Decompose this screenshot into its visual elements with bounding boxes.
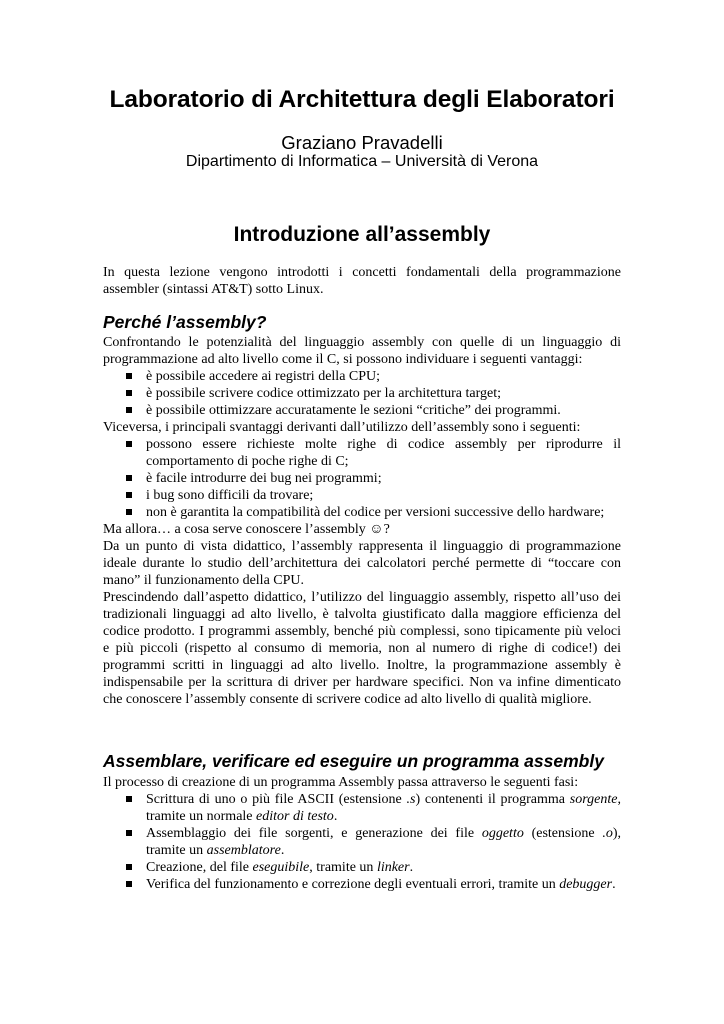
paragraph: Il processo di creazione di un programma Assembly passa attraverso le seguenti fasi: (103, 775, 579, 790)
list-item: è facile introdurre dei bug nei programmi; (103, 470, 621, 487)
bullet-icon (126, 509, 132, 515)
document-title: Laboratorio di Architettura degli Elaboratori (109, 86, 615, 113)
list-item: è possibile accedere ai registri della CPU; (103, 368, 621, 385)
bullet-icon (126, 796, 132, 802)
bullet-icon (126, 881, 132, 887)
section-heading-why-assembly: Perché l’assembly? (103, 312, 267, 332)
paragraph: Da un punto di vista didattico, l’assembly rappresenta il linguaggio di programmazione ideale durante lo studio dell’architettura dei calcolatori perché permette di “toccare con mano” il funzionamento della CPU. (103, 539, 621, 588)
advantages-list (103, 368, 621, 419)
author-name: Graziano Pravadelli (281, 132, 443, 153)
bullet-icon (126, 864, 132, 870)
bullet-icon (126, 373, 132, 379)
section-why-assembly-body (103, 334, 621, 708)
list-item: possono essere richieste molte righe di codice assembly per riprodurre il comportamento di poche righe di C; (103, 436, 621, 470)
bullet-icon (126, 830, 132, 836)
bullet-icon (126, 407, 132, 413)
section-assemble-body (103, 774, 621, 893)
disadvantages-list (103, 436, 621, 521)
bullet-icon (126, 390, 132, 396)
lesson-title: Introduzione all’assembly (233, 223, 491, 246)
list-item: Verifica del funzionamento e correzione degli eventuali errori, tramite un debugger. (103, 876, 621, 893)
bullet-icon (126, 475, 132, 481)
paragraph: Viceversa, i principali svantaggi derivanti dall’utilizzo dell’assembly sono i seguenti: (103, 420, 581, 435)
section-heading-assemble: Assemblare, verificare ed eseguire un programma assembly (103, 751, 604, 771)
list-item: è possibile ottimizzare accuratamente le sezioni “critiche” dei programmi. (103, 402, 621, 419)
list-item: non è garantita la compatibilità del codice per versioni successive dello hardware; (103, 504, 621, 521)
intro-paragraph (103, 264, 621, 298)
paragraph: Confrontando le potenzialità del linguaggio assembly con quelle di un linguaggio di programmazione ad alto livello come il C, si possono individuare i seguenti vantaggi: (103, 335, 621, 367)
author-affiliation: Dipartimento di Informatica – Università di Verona (185, 153, 539, 170)
list-item: Scrittura di uno o più file ASCII (estensione .s) contenenti il programma sorgente, tramite un normale editor di testo. (103, 791, 621, 825)
list-item: è possibile scrivere codice ottimizzato per la architettura target; (103, 385, 621, 402)
list-item: Creazione, del file eseguibile, tramite un linker. (103, 859, 621, 876)
paragraph: Ma allora… a cosa serve conoscere l’assembly ☺? (103, 522, 390, 537)
list-item: i bug sono difficili da trovare; (103, 487, 621, 504)
bullet-icon (126, 492, 132, 498)
bullet-icon (126, 441, 132, 447)
list-item: Assemblaggio dei file sorgenti, e generazione dei file oggetto (estensione .o), tramite un assemblatore. (103, 825, 621, 859)
intro-text: In questa lezione vengono introdotti i concetti fondamentali della programmazione assembler (sintassi AT&T) sotto Linux. (103, 265, 621, 297)
steps-list (103, 791, 621, 893)
paragraph: Prescindendo dall’aspetto didattico, l’utilizzo del linguaggio assembly, rispetto all’uso dei tradizionali linguaggi ad alto livello, è talvolta giustificato dalla maggiore efficienza del codice prodotto. I programmi assembly, benché più complessi, sono tipicamente più veloci e più piccoli (rispetto al consumo di memoria, non al numero di righe di codice!) dei programmi scritti in linguaggi ad alto livello. Inoltre, la programmazione assembly è indispensabile per la scrittura di driver per hardware specifici. Non va infine dimenticato che conoscere l’assembly consente di scrivere codice ad alto livello di qualità migliore. (103, 590, 621, 707)
